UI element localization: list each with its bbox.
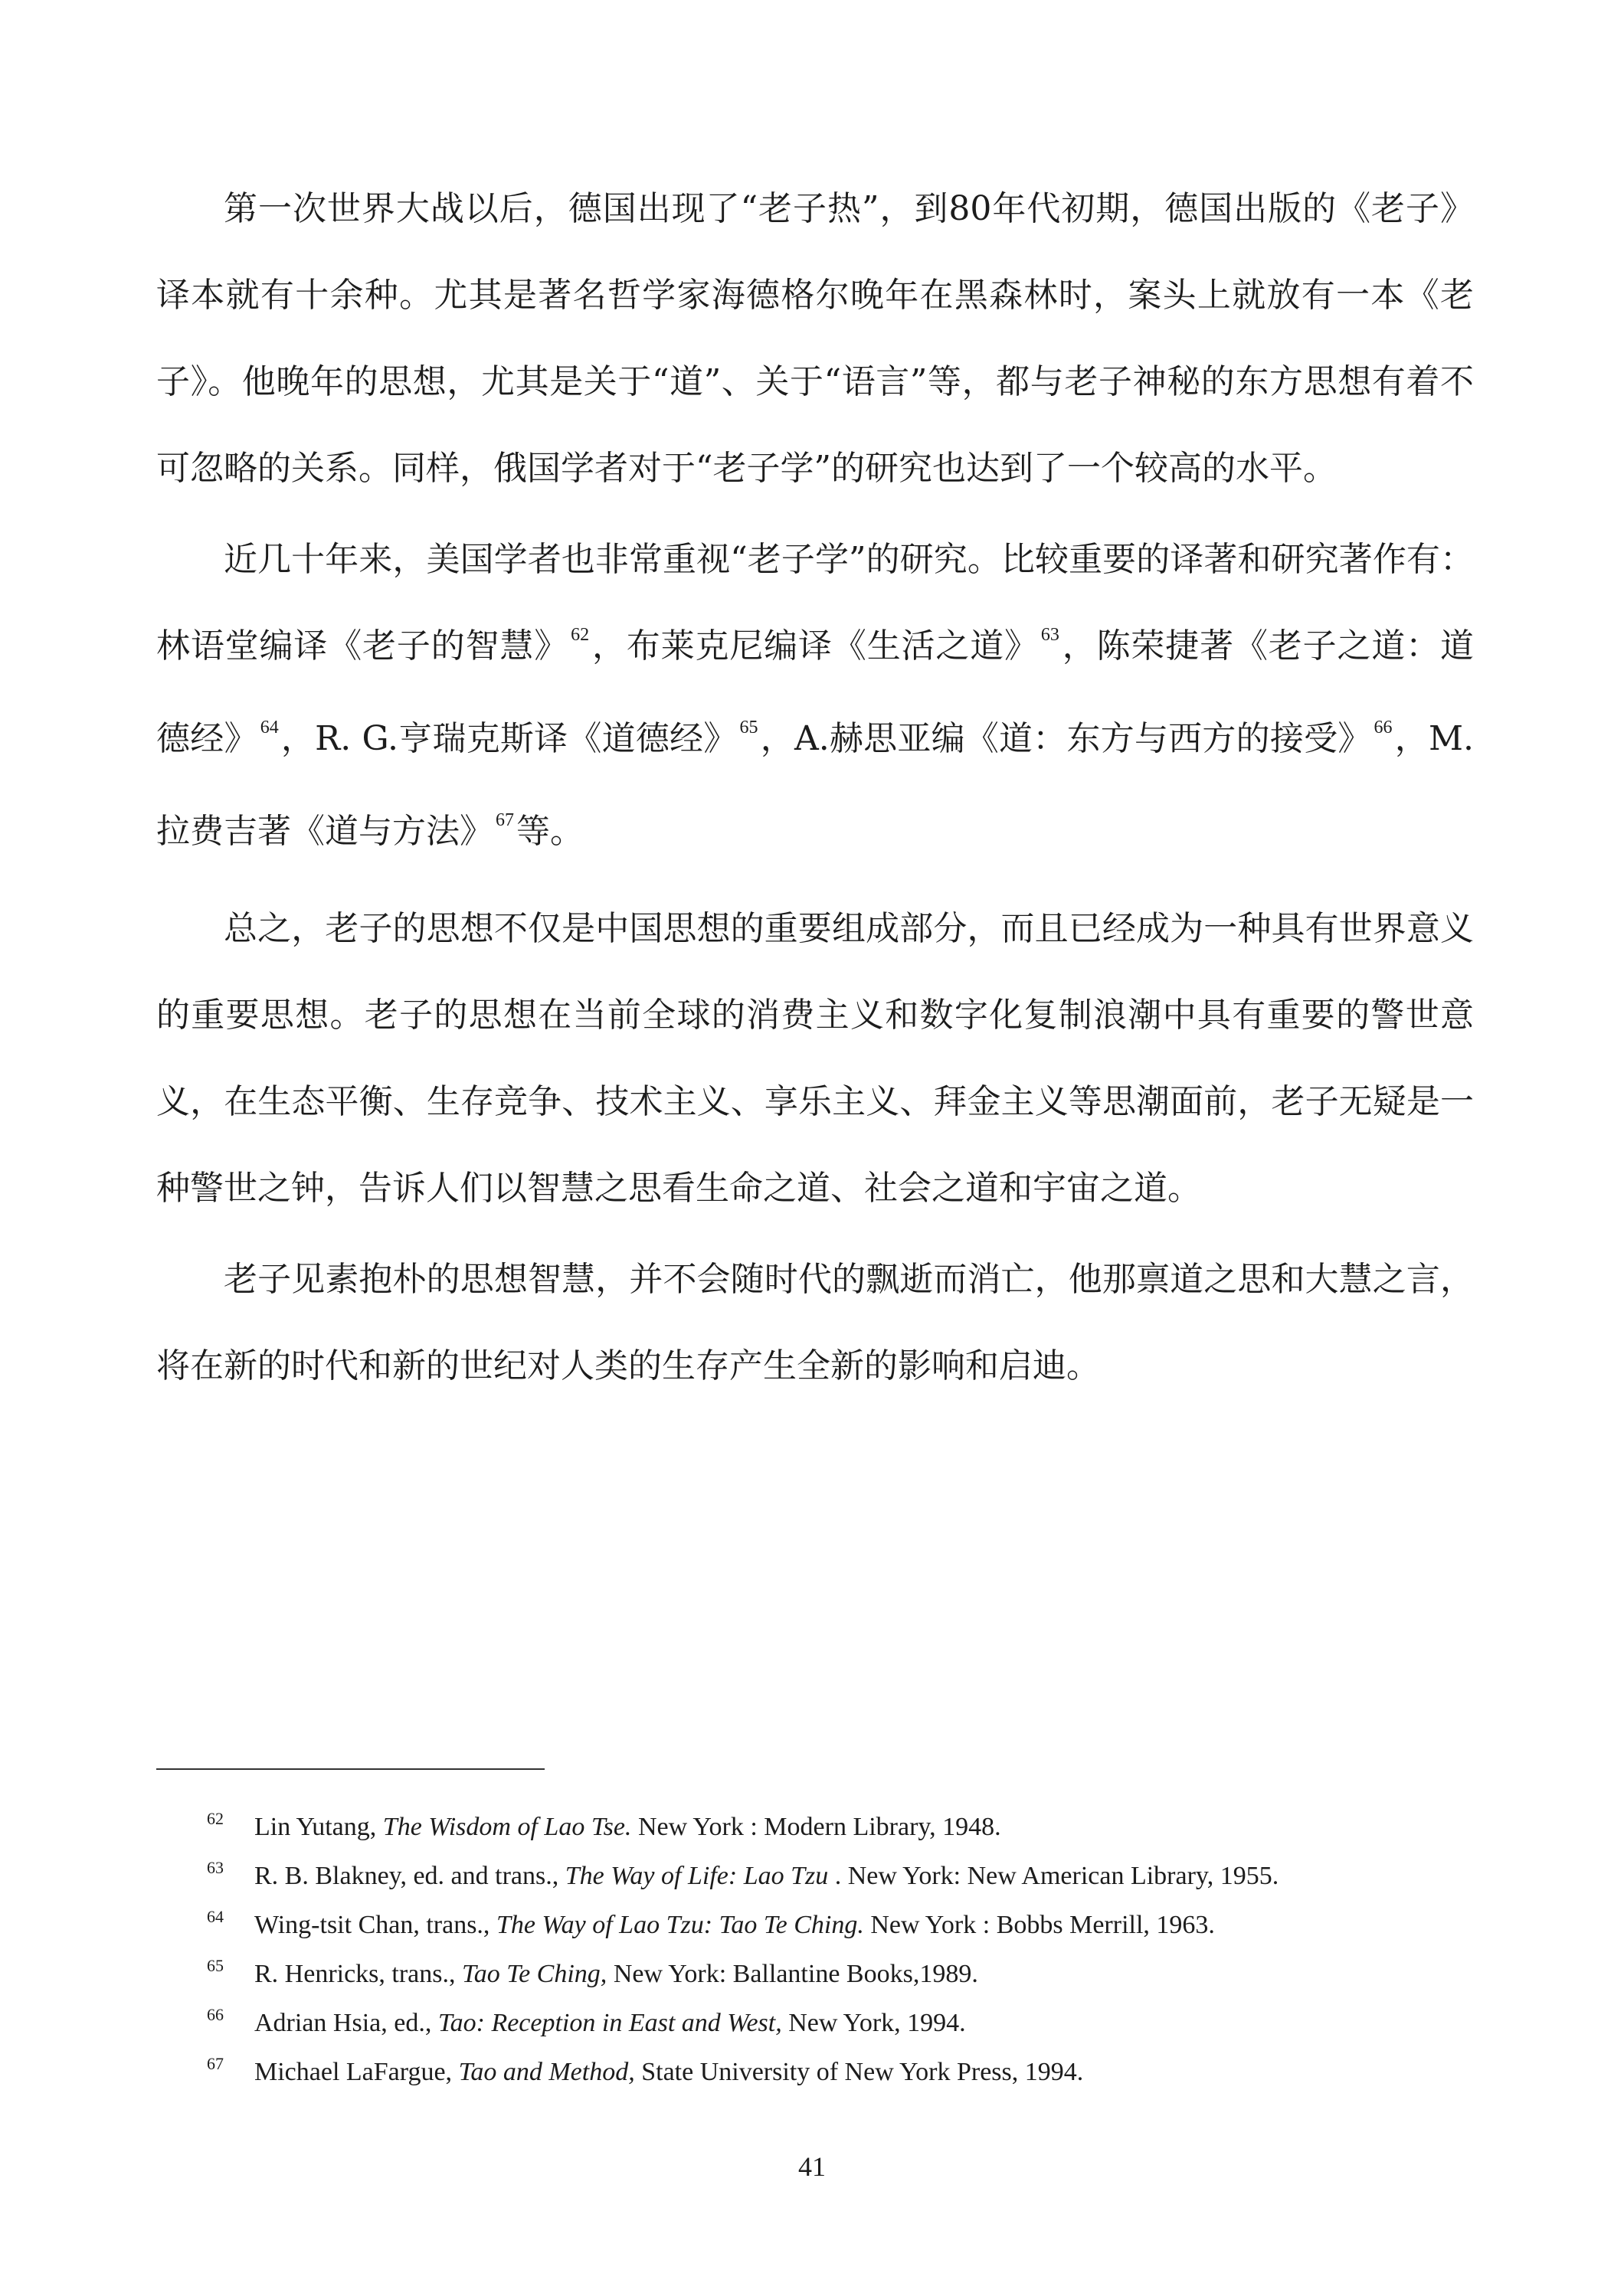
footnote-title: The Way of Life: Lao Tzu bbox=[565, 1862, 829, 1890]
footnote-publication: New York, 1994. bbox=[781, 2009, 966, 2037]
paragraph-3 bbox=[156, 885, 1474, 1231]
footnote-64 bbox=[207, 1901, 1463, 1950]
footnote-publication: New York : Modern Library, 1948. bbox=[631, 1813, 1001, 1841]
footnote-title: The Wisdom of Lao Tse. bbox=[382, 1813, 632, 1841]
footnote-number: 66 bbox=[207, 2005, 224, 2024]
footnote-author: Lin Yutang, bbox=[254, 1813, 383, 1841]
footnote-65 bbox=[207, 1950, 1463, 1999]
paragraph-2-text-d: ，R. G.亨瑞克斯译《道德经》 bbox=[280, 719, 738, 758]
paragraph-2-text-f: ，M.拉费吉著《道与方法》 bbox=[156, 719, 1475, 851]
footnote-title: Tao: Reception in East and West, bbox=[437, 2009, 782, 2037]
footnote-number: 67 bbox=[207, 2054, 224, 2073]
footnote-author: Wing-tsit Chan, trans., bbox=[254, 1911, 496, 1939]
footnote-author: R. Henricks, trans., bbox=[254, 1960, 463, 1988]
paragraph-2-text-c: ，陈荣捷著《老子之道：道德经》 bbox=[156, 626, 1475, 758]
paragraph-2-text-e: ，A.赫思亚编《道：东方与西方的接受》 bbox=[760, 719, 1372, 758]
footnote-publication: New York : Bobbs Merrill, 1963. bbox=[863, 1911, 1215, 1939]
footnotes bbox=[207, 1803, 1463, 2097]
footnote-number: 65 bbox=[207, 1956, 224, 1975]
paragraph-1-text: 第一次世界大战以后，德国出现了“老子热”，到80年代初期，德国出版的《老子》译本就有十余种。尤其是著名哲学家海德格尔晚年在黑森林时，案头上就放有一本《老子》。他晚年的思想，尤其是关于“道”、关于“语言”等，都与老子神秘的东方思想有着不可忽略的关系。同样，俄国学者对于“老子学”的研究也达到了一个较高的水平。 bbox=[156, 189, 1474, 488]
footnote-62 bbox=[207, 1803, 1463, 1852]
footnote-author: R. B. Blakney, ed. and trans., bbox=[254, 1862, 565, 1890]
paragraph-2-text-g: 等。 bbox=[516, 812, 584, 851]
paragraph-2-text-b: ，布莱克尼编译《生活之道》 bbox=[591, 626, 1039, 666]
footnote-title: Tao and Method, bbox=[458, 2058, 635, 2086]
footnote-66 bbox=[207, 1999, 1463, 2048]
paragraph-3-text: 总之，老子的思想不仅是中国思想的重要组成部分，而且已经成为一种具有世界意义的重要思想。老子的思想在当前全球的消费主义和数字化复制浪潮中具有重要的警世意义，在生态平衡、生存竞争、技术主义、享乐主义、拜金主义等思潮面前，老子无疑是一种警世之钟，告诉人们以智慧之思看生命之道、社会之道和宇宙之道。 bbox=[156, 909, 1474, 1208]
footnote-title: The Way of Lao Tzu: Tao Te Ching. bbox=[496, 1911, 864, 1939]
footnote-publication: . New York: New American Library, 1955. bbox=[828, 1862, 1279, 1890]
footnote-number: 63 bbox=[207, 1858, 224, 1877]
footnote-publication: State University of New York Press, 1994. bbox=[634, 2058, 1084, 2086]
paragraph-2-text-a: 近几十年来，美国学者也非常重视“老子学”的研究。比较重要的译著和研究著作有：林语堂编译《老子的智慧》 bbox=[156, 540, 1474, 666]
paragraph-4-text: 老子见素抱朴的思想智慧，并不会随时代的飘逝而消亡，他那禀道之思和大慧之言，将在新的时代和新的世纪对人类的生存产生全新的影响和启迪。 bbox=[156, 1260, 1474, 1385]
footnote-author: Michael LaFargue, bbox=[254, 2058, 459, 2086]
paragraph-4 bbox=[156, 1236, 1474, 1409]
footnote-title: Tao Te Ching, bbox=[462, 1960, 607, 1988]
body-text bbox=[156, 165, 1474, 1414]
footnote-separator bbox=[156, 1768, 545, 1770]
footnote-publication: New York: Ballantine Books,1989. bbox=[607, 1960, 978, 1988]
footnote-ref-65[interactable]: 65 bbox=[739, 718, 758, 738]
paragraph-2 bbox=[156, 516, 1474, 881]
footnote-author: Adrian Hsia, ed., bbox=[254, 2009, 438, 2037]
footnote-number: 62 bbox=[207, 1809, 224, 1828]
footnote-ref-66[interactable]: 66 bbox=[1374, 718, 1393, 738]
footnote-ref-63[interactable]: 63 bbox=[1040, 625, 1059, 645]
footnote-ref-67[interactable]: 67 bbox=[496, 810, 514, 830]
footnote-ref-64[interactable]: 64 bbox=[260, 718, 279, 738]
footnote-number: 64 bbox=[207, 1907, 224, 1926]
page-number: 41 bbox=[798, 2151, 826, 2182]
paragraph-1 bbox=[156, 165, 1474, 512]
footnote-67 bbox=[207, 2048, 1463, 2097]
footnote-ref-62[interactable]: 62 bbox=[571, 625, 590, 645]
footnote-63 bbox=[207, 1852, 1463, 1901]
